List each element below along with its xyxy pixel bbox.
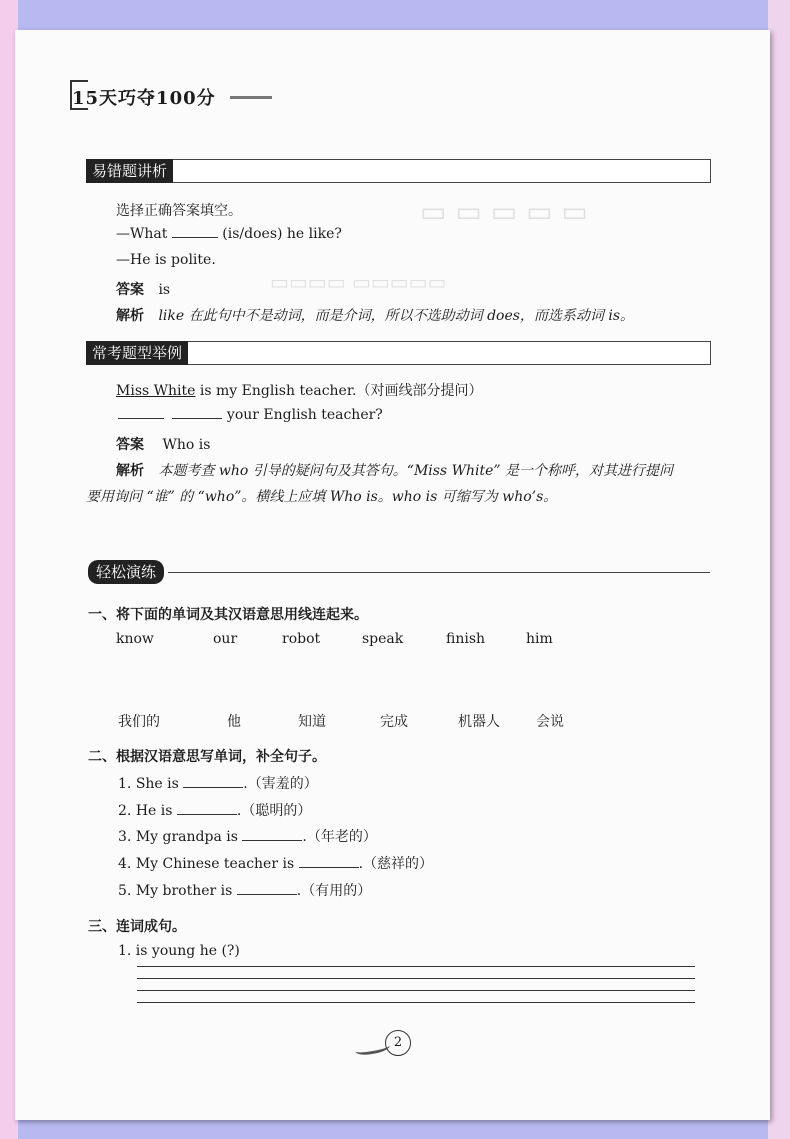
writing-line[interactable] (137, 990, 695, 991)
section-errors-title: 易错题讲析 (86, 159, 173, 183)
word-our[interactable]: our (213, 631, 238, 647)
part2-item (118, 880, 371, 900)
errors-answer-blank[interactable] (172, 237, 218, 238)
bleed-through-decoration-2: ▭▭▭▭ ▭▭▭▭▭ (270, 270, 447, 294)
common-question-line (118, 407, 383, 423)
writing-line[interactable] (137, 978, 695, 979)
word-him[interactable]: him (526, 631, 553, 647)
right-background-strip (768, 0, 790, 1139)
part3-heading: 三、连词成句。 (88, 919, 186, 935)
word-know[interactable]: know (116, 631, 154, 647)
common-question-rest: your English teacher? (226, 407, 383, 423)
item-blank[interactable] (299, 867, 359, 868)
item-prefix: He is (135, 803, 173, 819)
practice-rule (168, 572, 710, 573)
item-prefix: My brother is (135, 883, 233, 899)
part2-item (118, 826, 377, 846)
item-hint: .（有用的） (296, 883, 372, 899)
common-explain-text-1: 本题考查 who 引导的疑问句及其答句。“Miss White” 是一个称呼，对其进行提问 (158, 463, 673, 479)
section-common-bar (86, 341, 711, 365)
item-hint: .（害羞的） (243, 776, 318, 792)
item-hint: .（慈祥的） (358, 856, 434, 872)
item-blank[interactable] (237, 894, 297, 895)
common-explain-line1 (116, 460, 673, 480)
common-sentence (116, 380, 482, 400)
part2-item (118, 800, 311, 820)
errors-question-line (116, 226, 342, 242)
common-sentence-rest: is my English teacher.（对画线部分提问） (195, 383, 483, 399)
item-prefix: My grandpa is (135, 829, 238, 845)
brand-rule (230, 96, 272, 99)
errors-q1-pre: —What (116, 226, 168, 242)
bleed-through-decoration: ▭ ▭ ▭ ▭ ▭ (420, 195, 588, 228)
item-number: 5. (118, 883, 132, 899)
section-practice-title: 轻松演练 (88, 560, 164, 584)
item-number: 1. (118, 776, 132, 792)
writing-line[interactable] (137, 966, 695, 967)
part1-heading: 一、将下面的单词及其汉语意思用线连起来。 (88, 607, 368, 623)
item-hint: .（聪明的） (236, 803, 312, 819)
section-errors-bar (86, 159, 711, 183)
errors-instruction: 选择正确答案填空。 (116, 203, 242, 219)
item-prefix: She is (135, 776, 179, 792)
errors-answer-label: 答案 (116, 282, 144, 298)
errors-answer-value: is (158, 282, 171, 298)
meaning-6[interactable]: 会说 (536, 714, 564, 730)
page-number: 2 (385, 1030, 411, 1056)
common-blank-1[interactable] (118, 418, 164, 419)
brand-title: 15天巧夺100分 (72, 88, 216, 109)
item-blank[interactable] (177, 814, 237, 815)
word-speak[interactable]: speak (362, 631, 404, 647)
item-blank[interactable] (242, 840, 302, 841)
word-robot[interactable]: robot (282, 631, 321, 647)
item-blank[interactable] (183, 787, 243, 788)
common-explain-text-2: 要用询问 “谁” 的 “who”。横线上应填 Who is。who is 可缩写为 who’s。 (86, 489, 558, 505)
errors-explain-text: like 在此句中不是动词，而是介词，所以不选助动词 does，而选系动词 is。 (158, 308, 635, 324)
meaning-2[interactable]: 他 (227, 714, 241, 730)
errors-answer-line (116, 279, 170, 299)
errors-explain-line (116, 305, 634, 325)
word-finish[interactable]: finish (446, 631, 486, 647)
writing-line[interactable] (137, 1002, 695, 1003)
item-number: 3. (118, 829, 132, 845)
meaning-1[interactable]: 我们的 (118, 714, 160, 730)
common-explain-label: 解析 (116, 463, 144, 479)
errors-explain-label: 解析 (116, 308, 144, 324)
meaning-4[interactable]: 完成 (380, 714, 408, 730)
item-prefix: My Chinese teacher is (135, 856, 295, 872)
part2-item (118, 773, 318, 793)
errors-q1-post: (is/does) he like? (222, 226, 342, 242)
common-sentence-underlined: Miss White (116, 383, 196, 399)
section-common-title: 常考题型举例 (86, 341, 188, 365)
part3-item-1: 1. is young he (?) (118, 943, 240, 959)
meaning-3[interactable]: 知道 (298, 714, 326, 730)
common-answer-value: Who is (162, 437, 211, 453)
item-number: 4. (118, 856, 132, 872)
item-hint: .（年老的） (302, 829, 377, 845)
common-answer-label: 答案 (116, 437, 144, 453)
common-answer-line (116, 434, 210, 454)
meaning-5[interactable]: 机器人 (458, 714, 500, 730)
part2-heading: 二、根据汉语意思写单词，补全句子。 (88, 749, 326, 765)
errors-reply: —He is polite. (116, 252, 216, 268)
part2-item (118, 853, 433, 873)
item-number: 2. (118, 803, 132, 819)
common-blank-2[interactable] (172, 418, 222, 419)
